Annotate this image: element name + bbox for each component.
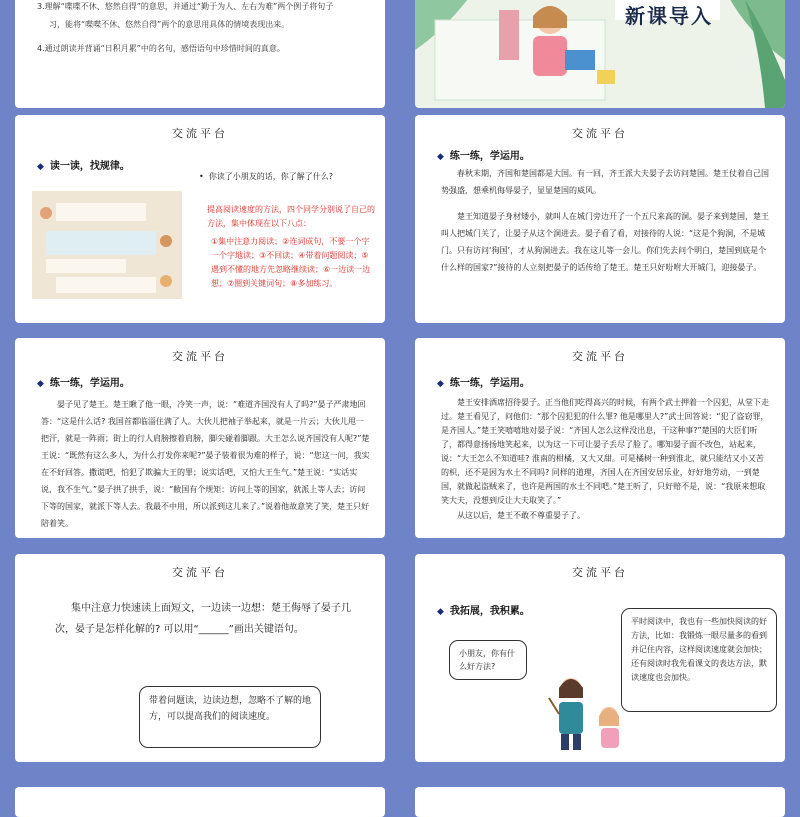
pen-illustration	[499, 10, 519, 60]
diamond-bullet-icon: ◆	[37, 379, 44, 389]
slide-practice-2[interactable]	[15, 338, 385, 538]
teacher-illustration-icon	[549, 678, 583, 750]
goal-3-line2: 习，能将“喋喋不休、悠然自得”两个的意思用具体的情境表现出来。	[49, 20, 290, 29]
book-illustration-icon	[597, 70, 615, 84]
question-content: 你读了小朋友的话，你了解了什么?	[208, 172, 334, 181]
subtitle-text: 练一练，学运用。	[49, 378, 130, 389]
teacher-question-bubble: 小朋友，你有什么好方法?	[449, 640, 527, 680]
diamond-bullet-icon: ◆	[437, 152, 444, 162]
story-paragraph-1: 楚王安排酒席招待晏子。正当他们吃得高兴的时候，有两个武士押着一个囚犯，从堂下走过。楚王看见了，问他们：“那个囚犯犯的什么罪? 他是哪里人?”武士回答说：“犯了盗窃罪，是齐国人。”楚王笑嘻嘻地对晏子说：“齐国人怎么这样没出息，干这种事?”楚国的大臣们听了，都得意扬扬地笑起来，以为这一下可让晏子丢尽了脸了。哪知晏子面不改色，站起来，说：“大王怎么不知道哇? 淮南的柑橘，又大又甜。可是橘树一种到淮北，就只能结又小又苦的枳，还不是因为水土不同吗? 同样的道理，齐国人在齐国安居乐业，好好地劳动，一到楚国，就做起盗贼来了，也许是两国的水土不同吧。”楚王听了，只好赔不是，说：“我原来想取笑大夫，没想到反让大夫取笑了。”	[441, 398, 769, 505]
slide-title: 交流平台	[572, 127, 628, 140]
goal-4: 4.通过朗读并背诵“日积月累”中的名句，感悟语句中珍惜时间的真意。	[37, 44, 285, 53]
slide-fast-reading[interactable]	[15, 554, 385, 762]
slide-expand-accumulate[interactable]	[415, 554, 785, 762]
answer-intro: 提高阅读速度的方法，四个同学分别说了自己的方法，集中体现在以下八点：	[207, 205, 375, 228]
goal-3-line1: 3.理解“喋喋不休、悠然自得”的意思，并通过“勤于为人、左右为难”两个例子将句子	[37, 2, 334, 11]
question-text: • 你读了小朋友的话，你了解了什么?	[199, 172, 334, 181]
story-paragraph-2: 楚王知道晏子身材矮小，就叫人在城门旁边开了一个五尺来高的洞。晏子来到楚国，楚王叫人把城门关了，让晏子从这个洞进去。晏子看了看，对接待的人说：“这是个狗洞，不是城门。只有访问‘狗国’，才从狗洞进去。我在这儿等一会儿。你们先去问个明白，楚国到底是个什么样的国家?”接待的人立刻把晏子的话传给了楚王。楚王只好吩咐大开城门，迎接晏子。	[441, 212, 769, 272]
story-paragraph-2: 从这以后，楚王不敢不尊重晏子了。	[457, 511, 585, 520]
slide-practice-1[interactable]	[415, 115, 785, 323]
slide-subtitle	[437, 147, 530, 162]
subtitle-text: 练一练，学运用。	[449, 378, 530, 389]
slide-practice-3[interactable]	[415, 338, 785, 538]
slide-title: 交流平台	[172, 350, 228, 363]
child-avatar-icon	[40, 207, 52, 219]
reading-task: 集中注意力快速读上面短文，一边读一边想：楚王侮辱了晏子几次，晏子是怎样化解的? 可以用“______”画出关键语句。	[55, 603, 351, 635]
slide-subtitle	[437, 602, 530, 617]
slide-subtitle	[37, 157, 130, 172]
slide-title: 交流平台	[172, 127, 228, 140]
subtitle-text: 我拓展，我积累。	[449, 606, 530, 617]
story-paragraph: 晏子见了楚王。楚王瞅了他一眼，冷笑一声，说：“难道齐国没有人了吗?”晏子严肃地回答：“这是什么话? 我国首都临淄住满了人。大伙儿把袖子举起来，就是一片云；大伙儿甩一把汗，就是一阵雨；街上的行人肩膀擦着肩膀，脚尖碰着脚跟。大王怎么说齐国没有人呢?”楚王说：“既然有这么多人，为什么打发你来呢?”晏子装着很为难的样子，说：“您这一问，我实在不好回答。撒谎吧，怕犯了欺骗大王的罪；说实话吧，又怕大王生气。”楚王说：“实话实说，我不生气。”晏子拱了拱手，说：“敝国有个规矩：访问上等的国家，就派上等人去；访问下等的国家，就派下等人去。我最不中用，所以派到这儿来了。”说着他故意笑了笑，楚王只好陪着笑。	[41, 400, 370, 528]
diamond-bullet-icon: ◆	[37, 162, 44, 172]
slide-title: 交流平台	[572, 350, 628, 363]
slide-subtitle	[37, 374, 130, 389]
story-paragraph-1: 春秋末期，齐国和楚国都是大国。有一回，齐王派大夫晏子去访问楚国。楚王仗着自己国势强盛，想乘机侮辱晏子，显显楚国的威风。	[441, 169, 769, 195]
slide-learning-goals[interactable]	[15, 0, 385, 108]
subtitle-text: 读一读，找规律。	[49, 161, 130, 172]
slide-new-lesson[interactable]	[415, 0, 785, 108]
new-lesson-title: 新课导入	[625, 4, 713, 28]
teacher-and-student-illustration	[541, 672, 631, 752]
answer-points: ①集中注意力阅读；②连词成句，不要一个字一个字地读；③不回读；④带着问题阅读；⑤遇到不懂的地方先忽略继续读；⑥一边读一边想；⑦圈到关键词句；⑧多加练习。	[211, 237, 371, 288]
textbook-excerpt-image	[32, 191, 182, 299]
slide-partial-bottom-right[interactable]	[415, 787, 785, 817]
intro-background-art	[415, 0, 785, 108]
tip-bubble: 带着问题读，边读边想，忽略不了解的地方，可以提高我们的阅读速度。	[139, 686, 321, 748]
slide-reading-rules[interactable]	[15, 115, 385, 323]
diamond-bullet-icon: ◆	[437, 607, 444, 617]
slide-partial-bottom-left[interactable]	[15, 787, 385, 817]
slide-subtitle	[437, 374, 530, 389]
student-illustration-icon	[599, 707, 619, 748]
slide-title: 交流平台	[172, 566, 228, 579]
child-avatar-icon	[160, 275, 172, 287]
subtitle-text: 练一练，学运用。	[449, 151, 530, 162]
slide-title: 交流平台	[572, 566, 628, 579]
student-answer-bubble: 平时阅读中，我也有一些加快阅读的好方法，比如：我锻炼一眼尽量多的看到并记住内容，这样阅读速度就会加快；还有阅读时我先看课文的表达方法，默读速度也会加快。	[621, 608, 777, 712]
child-avatar-icon	[160, 235, 172, 247]
diamond-bullet-icon: ◆	[437, 379, 444, 389]
